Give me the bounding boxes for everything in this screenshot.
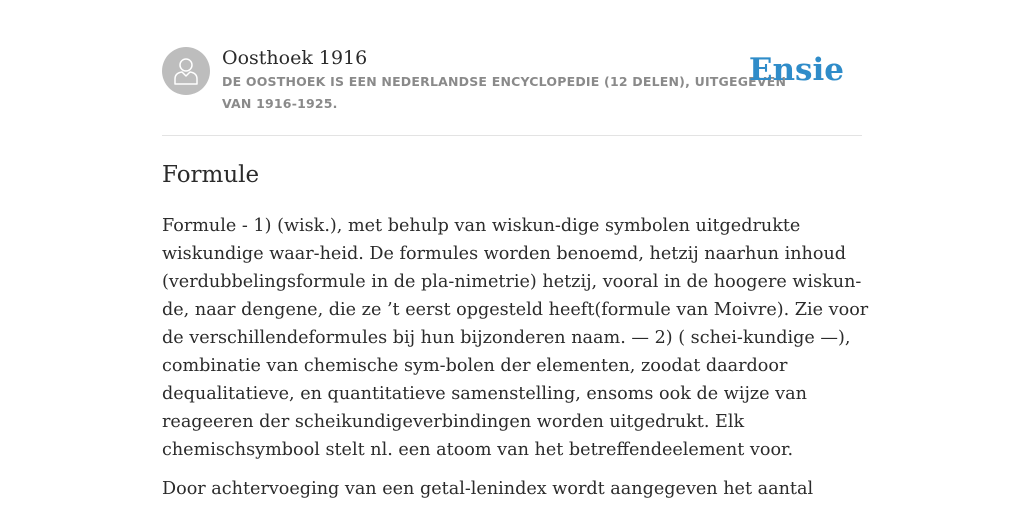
source-description-line: VAN 1916-1925. (222, 96, 338, 111)
text-line: dequalitatieve, en quantitatieve samenstelling, ensoms ook de wijze van (162, 384, 807, 404)
source-description-line: DE OOSTHOEK IS EEN NEDERLANDSE ENCYCLOPEDIE (12 DELEN), UITGEGEVEN (222, 74, 787, 89)
user-icon (174, 57, 198, 85)
text-line: reageeren der scheikundigeverbindingen worden uitgedrukt. Elk (162, 412, 745, 432)
text-line: chemischsymbool stelt nl. een atoom van het betreffendeelement voor. (162, 440, 794, 460)
source-header (162, 46, 862, 136)
article-body (162, 212, 869, 512)
text-line: de verschillendeformules bij hun bijzonderen naam. — 2) ( schei-kundige —), (162, 328, 851, 348)
text-line: Door achtervoeging van een getal-lenindex wordt aangegeven het aantal (162, 479, 814, 499)
article-title: Formule (162, 162, 260, 188)
text-line: combinatie van chemische sym-bolen der elementen, zoodat daardoor (162, 356, 788, 376)
text-line: Formule - 1) (wisk.), met behulp van wiskun-dige symbolen uitgedrukte (162, 216, 801, 236)
text-line: (verdubbelingsformule in de pla-nimetrie) hetzij, vooral in de hoogere wiskun- (162, 272, 862, 292)
text-line: de, naar dengene, die ze ’t eerst opgesteld heeft(formule van Moivre). Zie voor (162, 300, 869, 320)
divider (162, 135, 862, 136)
avatar[interactable] (162, 47, 210, 95)
ensie-logo[interactable]: Ensie (748, 52, 844, 88)
paragraph-1 (162, 212, 869, 464)
paragraph-2 (162, 475, 862, 503)
source-description (222, 71, 787, 115)
source-title[interactable]: Oosthoek 1916 (222, 47, 368, 69)
text-line: wiskundige waar-heid. De formules worden benoemd, hetzij naarhun inhoud (162, 244, 847, 264)
